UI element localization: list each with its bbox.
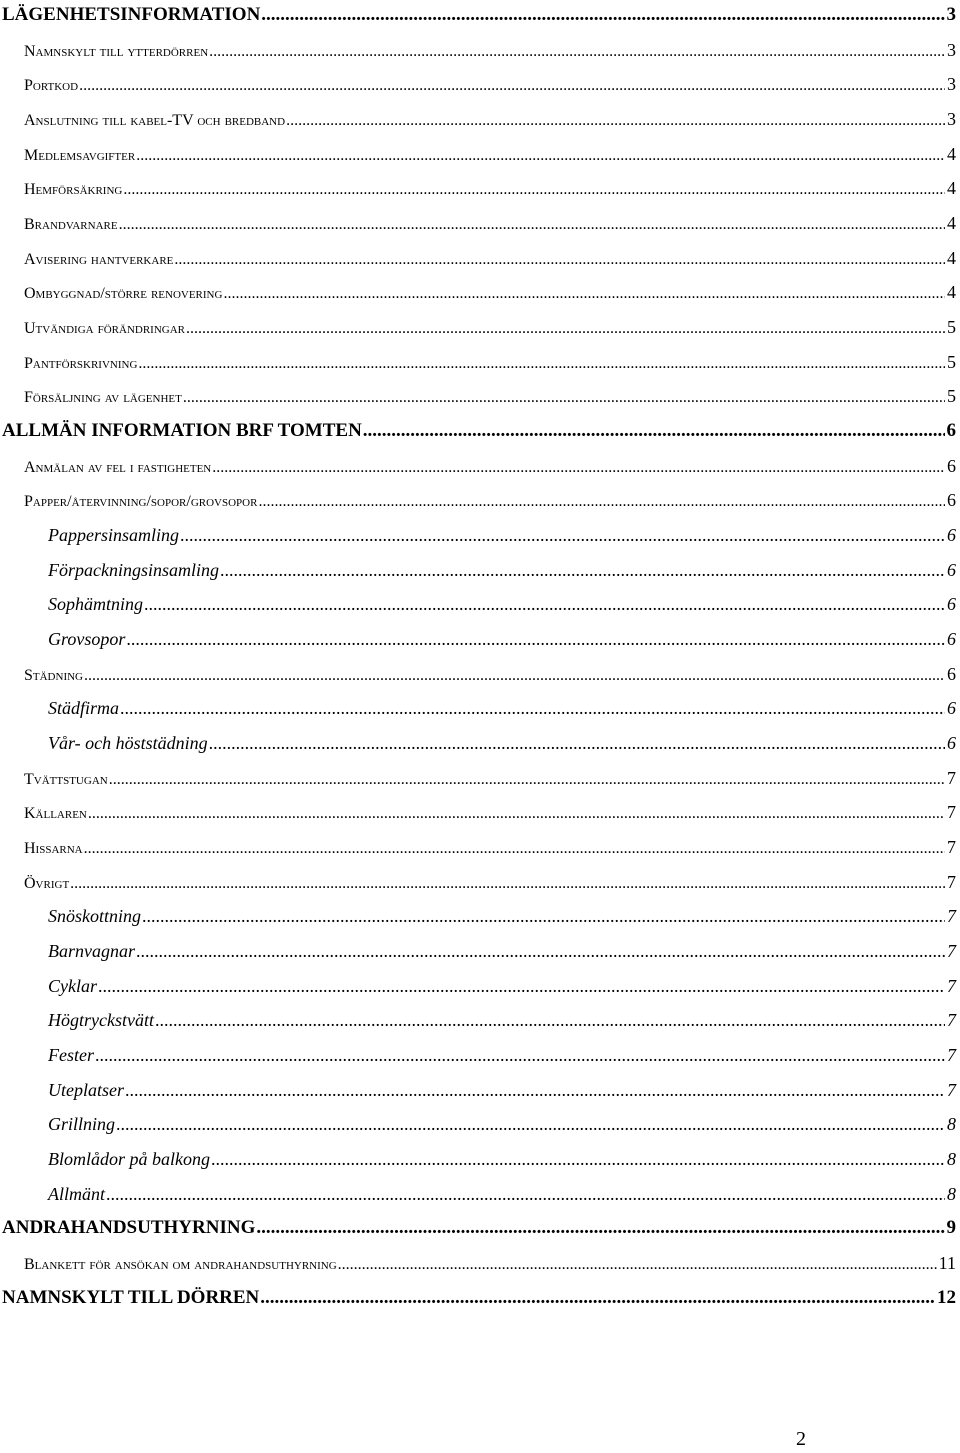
toc-entry-page: 4: [947, 282, 956, 302]
toc-entry-blomladorpa-balkong[interactable]: [48, 1144, 956, 1170]
toc-entry-title: Blankett för ansökan om andrahandsuthyrning: [24, 1256, 337, 1273]
toc-entry-title: ALLMÄN INFORMATION BRF TOMTEN: [2, 420, 362, 441]
dot-leader: [120, 698, 945, 719]
toc-entry-title: Cyklar: [48, 976, 97, 996]
toc-entry-title: Blomlådor på balkong: [48, 1149, 210, 1169]
dot-leader: [126, 629, 945, 650]
toc-entry-anslutning-kabel-tv[interactable]: [24, 104, 956, 130]
toc-entry-page: 5: [947, 317, 956, 337]
dot-leader: [174, 251, 945, 269]
toc-entry-brandvarnare[interactable]: [24, 208, 956, 234]
page-number: 2: [796, 1428, 806, 1450]
toc-entry-title: Barnvagnar: [48, 941, 135, 961]
toc-entry-medlemsavgifter[interactable]: [24, 139, 956, 165]
toc-entry-title: Städfirma: [48, 698, 120, 718]
toc-entry-pantforskrivning[interactable]: [24, 347, 956, 373]
toc-entry-title: Övrigt: [24, 875, 70, 892]
toc-entry-title: Sophämtning: [48, 594, 144, 614]
toc-entry-tvattstugan[interactable]: [24, 763, 956, 789]
toc-entry-page: 7: [947, 1045, 956, 1065]
toc-entry-hogtryckstvatt[interactable]: [48, 1005, 956, 1031]
toc-entry-andrahandsuthyrning[interactable]: [2, 1213, 956, 1239]
dot-leader: [119, 216, 945, 234]
dot-leader: [138, 355, 945, 373]
toc-entry-page: 7: [947, 802, 956, 822]
dot-leader: [109, 771, 945, 789]
toc-entry-page: 4: [947, 178, 956, 198]
toc-entry-papper-atervinning[interactable]: [24, 485, 956, 511]
toc-entry-title: Namnskylt till ytterdörren: [24, 43, 209, 60]
toc-entry-page: 6: [947, 560, 956, 580]
toc-entry-forsaljning-av-lagenhet[interactable]: [24, 381, 956, 407]
toc-entry-avisering-hantverkare[interactable]: [24, 243, 956, 269]
toc-entry-title: Allmänt: [48, 1184, 105, 1204]
toc-entry-page: 6: [947, 664, 956, 684]
toc-entry-page: 3: [947, 40, 956, 60]
toc-entry-title: Ombyggnad/större renovering: [24, 285, 223, 302]
toc-entry-hissarna[interactable]: [24, 832, 956, 858]
dot-leader: [258, 493, 945, 511]
toc-entry-title: Papper/återvinning/sopor/grovsopor: [24, 493, 258, 510]
toc-entry-page: 6: [946, 420, 956, 441]
toc-entry-utvandiga-forandringar[interactable]: [24, 312, 956, 338]
toc-entry-title: Portkod: [24, 77, 79, 94]
toc-entry-title: Snöskottning: [48, 906, 141, 926]
toc-entry-title: Pantförskrivning: [24, 355, 138, 372]
toc-entry-title: Utvändiga förändringar: [24, 320, 185, 337]
toc-entry-page: 3: [946, 4, 956, 25]
toc-entry-allmant[interactable]: [48, 1179, 956, 1205]
dot-leader: [155, 1010, 945, 1031]
toc-entry-snoskottning[interactable]: [48, 901, 956, 927]
dot-leader: [88, 805, 945, 823]
toc-entry-title: Anslutning till kabel-TV och bredband: [24, 112, 286, 129]
dot-leader: [98, 976, 945, 997]
toc-entry-anmalan-av-fel[interactable]: [24, 451, 956, 477]
toc-entry-page: 8: [947, 1114, 956, 1134]
toc-entry-title: Pappersinsamling: [48, 525, 180, 545]
toc-entry-page: 6: [947, 629, 956, 649]
toc-entry-page: 6: [947, 456, 956, 476]
toc-entry-sophamtning[interactable]: [48, 589, 956, 615]
toc-entry-namnskylt-till-dorren[interactable]: [2, 1283, 956, 1309]
toc-entry-page: 4: [947, 248, 956, 268]
dot-leader: [220, 560, 945, 581]
dot-leader: [106, 1184, 945, 1205]
dot-leader: [125, 1080, 945, 1101]
dot-leader: [186, 320, 945, 338]
dot-leader: [256, 1217, 944, 1239]
toc-entry-title: Hissarna: [24, 840, 83, 857]
dot-leader: [136, 941, 945, 962]
toc-entry-page: 8: [947, 1149, 956, 1169]
toc-entry-title: Uteplatser: [48, 1080, 124, 1100]
dot-leader: [180, 525, 945, 546]
dot-leader: [70, 875, 945, 893]
toc-entry-grillning[interactable]: [48, 1109, 956, 1135]
dot-leader: [123, 181, 945, 199]
toc-entry-barnvagnar[interactable]: [48, 936, 956, 962]
toc-entry-cyklar[interactable]: [48, 971, 956, 997]
toc-entry-page: 7: [947, 837, 956, 857]
dot-leader: [260, 1287, 935, 1309]
toc-entry-page: 5: [947, 386, 956, 406]
toc-entry-page: 6: [947, 733, 956, 753]
toc-entry-title: Hemförsäkring: [24, 181, 123, 198]
toc-entry-title: Grillning: [48, 1114, 116, 1134]
toc-entry-page: 6: [947, 490, 956, 510]
dot-leader: [84, 840, 945, 858]
toc-entry-page: 3: [947, 74, 956, 94]
toc-entry-title: NAMNSKYLT TILL DÖRREN: [2, 1287, 260, 1308]
toc-entry-page: 8: [947, 1184, 956, 1204]
dot-leader: [286, 112, 945, 130]
dot-leader: [223, 285, 945, 303]
toc-entry-stadning[interactable]: [24, 659, 956, 685]
toc-entry-page: 7: [947, 768, 956, 788]
dot-leader: [261, 4, 944, 26]
toc-entry-title: Källaren: [24, 805, 87, 822]
dot-leader: [95, 1045, 945, 1066]
dot-leader: [183, 389, 945, 407]
toc-entry-page: 7: [947, 1080, 956, 1100]
dot-leader: [211, 1149, 945, 1170]
toc-entry-kallaren[interactable]: [24, 797, 956, 823]
toc-entry-title: Brandvarnare: [24, 216, 118, 233]
toc-entry-var-och-hoststadning[interactable]: [48, 728, 956, 754]
dot-leader: [84, 667, 945, 685]
toc-entry-page: 7: [947, 941, 956, 961]
dot-leader: [79, 77, 945, 95]
toc-entry-title: Medlemsavgifter: [24, 147, 136, 164]
toc-entry-title: Grovsopor: [48, 629, 126, 649]
toc-entry-stadfirma[interactable]: [48, 693, 956, 719]
toc-entry-page: 5: [947, 352, 956, 372]
toc-entry-allman-information[interactable]: [2, 416, 956, 442]
toc-entry-lagenhetsinformation[interactable]: [2, 0, 956, 26]
dot-leader: [144, 594, 945, 615]
toc-entry-ovrigt[interactable]: [24, 867, 956, 893]
toc-entry-page: 7: [947, 906, 956, 926]
toc-entry-fester[interactable]: [48, 1040, 956, 1066]
toc-entry-forpackningsinsamling[interactable]: [48, 555, 956, 581]
toc-entry-page: 6: [947, 525, 956, 545]
dot-leader: [363, 420, 945, 442]
toc-entry-title: Tvättstugan: [24, 771, 108, 788]
toc-entry-title: Vår- och höststädning: [48, 733, 208, 753]
toc-entry-grovsopor[interactable]: [48, 624, 956, 650]
toc-entry-page: 6: [947, 594, 956, 614]
toc-entry-title: Anmälan av fel i fastigheten: [24, 459, 212, 476]
toc-entry-page: 3: [947, 109, 956, 129]
toc-entry-page: 12: [937, 1287, 956, 1308]
toc-entry-namnskylt-till-ytterdorren[interactable]: [24, 35, 956, 61]
toc-entry-title: Fester: [48, 1045, 94, 1065]
toc-entry-page: 9: [946, 1217, 956, 1238]
toc-entry-ombyggnad[interactable]: [24, 277, 956, 303]
toc-entry-title: Högtryckstvätt: [48, 1010, 154, 1030]
toc-entry-blankett-ansokan[interactable]: [24, 1248, 956, 1274]
toc-entry-page: 7: [947, 976, 956, 996]
toc-entry-page: 11: [938, 1253, 956, 1273]
toc-entry-title: Städning: [24, 667, 83, 684]
toc-entry-page: 4: [947, 144, 956, 164]
dot-leader: [209, 43, 945, 61]
toc-entry-hemforsakring[interactable]: [24, 173, 956, 199]
dot-leader: [142, 906, 945, 927]
toc-entry-portkod[interactable]: [24, 69, 956, 95]
toc-entry-uteplatser[interactable]: [48, 1075, 956, 1101]
toc-entry-title: Försäljning av lägenhet: [24, 389, 182, 406]
toc-entry-page: 4: [947, 213, 956, 233]
dot-leader: [338, 1256, 937, 1274]
toc-entry-title: Förpackningsinsamling: [48, 560, 219, 580]
toc-entry-title: Avisering hantverkare: [24, 251, 174, 268]
dot-leader: [209, 733, 945, 754]
toc-entry-pappersinsamling[interactable]: [48, 520, 956, 546]
toc-entry-title: LÄGENHETSINFORMATION: [2, 4, 261, 25]
dot-leader: [116, 1114, 945, 1135]
dot-leader: [136, 147, 945, 165]
dot-leader: [212, 459, 945, 477]
toc-entry-page: 6: [947, 698, 956, 718]
toc-entry-page: 7: [947, 1010, 956, 1030]
toc-entry-page: 7: [947, 872, 956, 892]
toc-entry-title: ANDRAHANDSUTHYRNING: [2, 1217, 256, 1238]
